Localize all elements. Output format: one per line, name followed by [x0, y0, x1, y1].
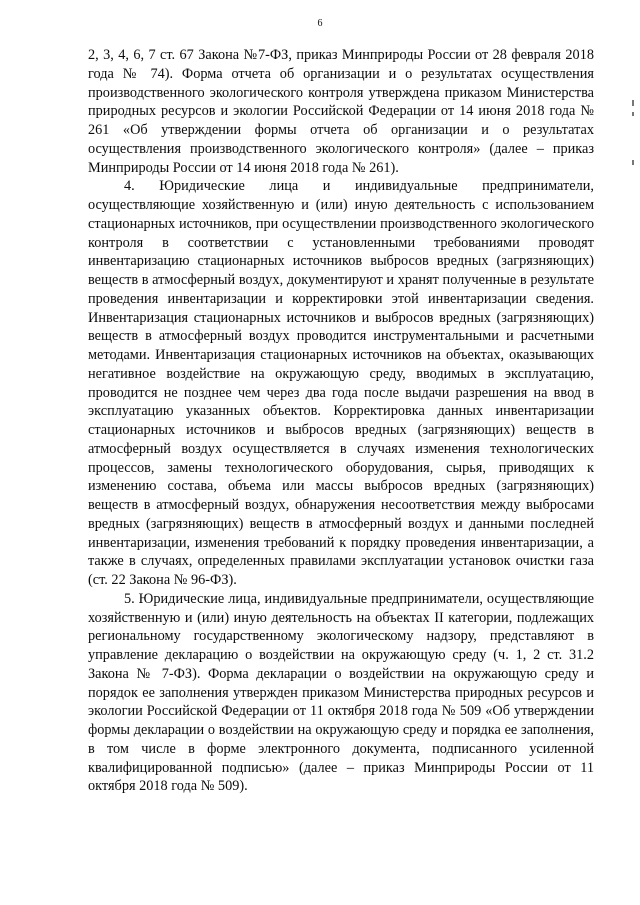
paragraph-item-4: 4. Юридические лица и индивидуальные предприниматели, осуществляющие хозяйственную и (или) иную деятельность с использованием стационарных источников, при осуществлении производственного экологического контроля в соответствии с установленными требованиями проводят инвентаризацию стационарных источников выбросов вредных (загрязняющих) веществ в атмосферный воздух, документируют и хранят полученные в результате проведения инвентаризации и корректировки этой инвентаризации сведения. Инвентаризация стационарных источников и выбросов вредных (загрязняющих) веществ в атмосферный воздух проводится инструментальными и расчетными методами. Инвентаризация стационарных источников на объектах, оказывающих негативное воздействие на окружающую среду, вводимых в эксплуатацию, проводится не позднее чем через два года после выдачи разрешения на ввод в эксплуатацию указанных объектов. Корректировка данных инвентаризации стационарных источников и выбросов вредных (загрязняющих) веществ в атмосферный воздух осуществляется в случаях изменения технологических процессов, замены технологического оборудования, сырья, приводящих к изменению состава, объема или массы выбросов вредных (загрязняющих) веществ в атмосферный воздух, обнаружения несоответствия между выбросами вредных (загрязняющих) веществ в атмосферный воздух и данными последней инвентаризации, изменения требований к порядку проведения инвентаризации, а также в случаях, определенных правилами эксплуатации установок очистки газа (ст. 22 Закона № 96-ФЗ).: [88, 178, 594, 588]
paragraph-continuation: 2, 3, 4, 6, 7 ст. 67 Закона №7-ФЗ, приказ Минприроды России от 28 февраля 2018 года № 74). Форма отчета об организации и о результатах осуществления производственного экологического контроля утверждена приказом Министерства природных ресурсов и экологии Российской Федерации от 14 июня 2018 года № 261 «Об утверждении формы отчета об организации и о результатах осуществления производственного экологического контроля» (далее – приказ Минприроды России от 14 июня 2018 года № 261).: [88, 47, 594, 176]
scan-artifact-mark: [632, 112, 634, 116]
paragraph-item-5: 5. Юридические лица, индивидуальные предприниматели, осуществляющие хозяйственную и (или) иную деятельность на объектах II категории, подлежащих региональному государственному экологическому надзору, представляют в управление декларацию о воздействии на окружающую среду (ч. 1, 2 ст. 31.2 Закона № 7-ФЗ). Форма декларации о воздействии на окружающую среду и порядок ее заполнения утвержден приказом Министерства природных ресурсов и экологии Российской Федерации от 11 октября 2018 года № 509 «Об утверждении формы декларации о воздействии на окружающую среду и порядка ее заполнения, в том числе в форме электронного документа, подписанного усиленной квалифицированной подписью» (далее – приказ Минприроды России от 11 октября 2018 года № 509).: [88, 590, 594, 795]
scan-artifact-mark: [632, 100, 634, 106]
document-body: [88, 46, 594, 796]
page-number: 6: [317, 18, 323, 29]
scan-artifact-mark: [632, 160, 634, 165]
